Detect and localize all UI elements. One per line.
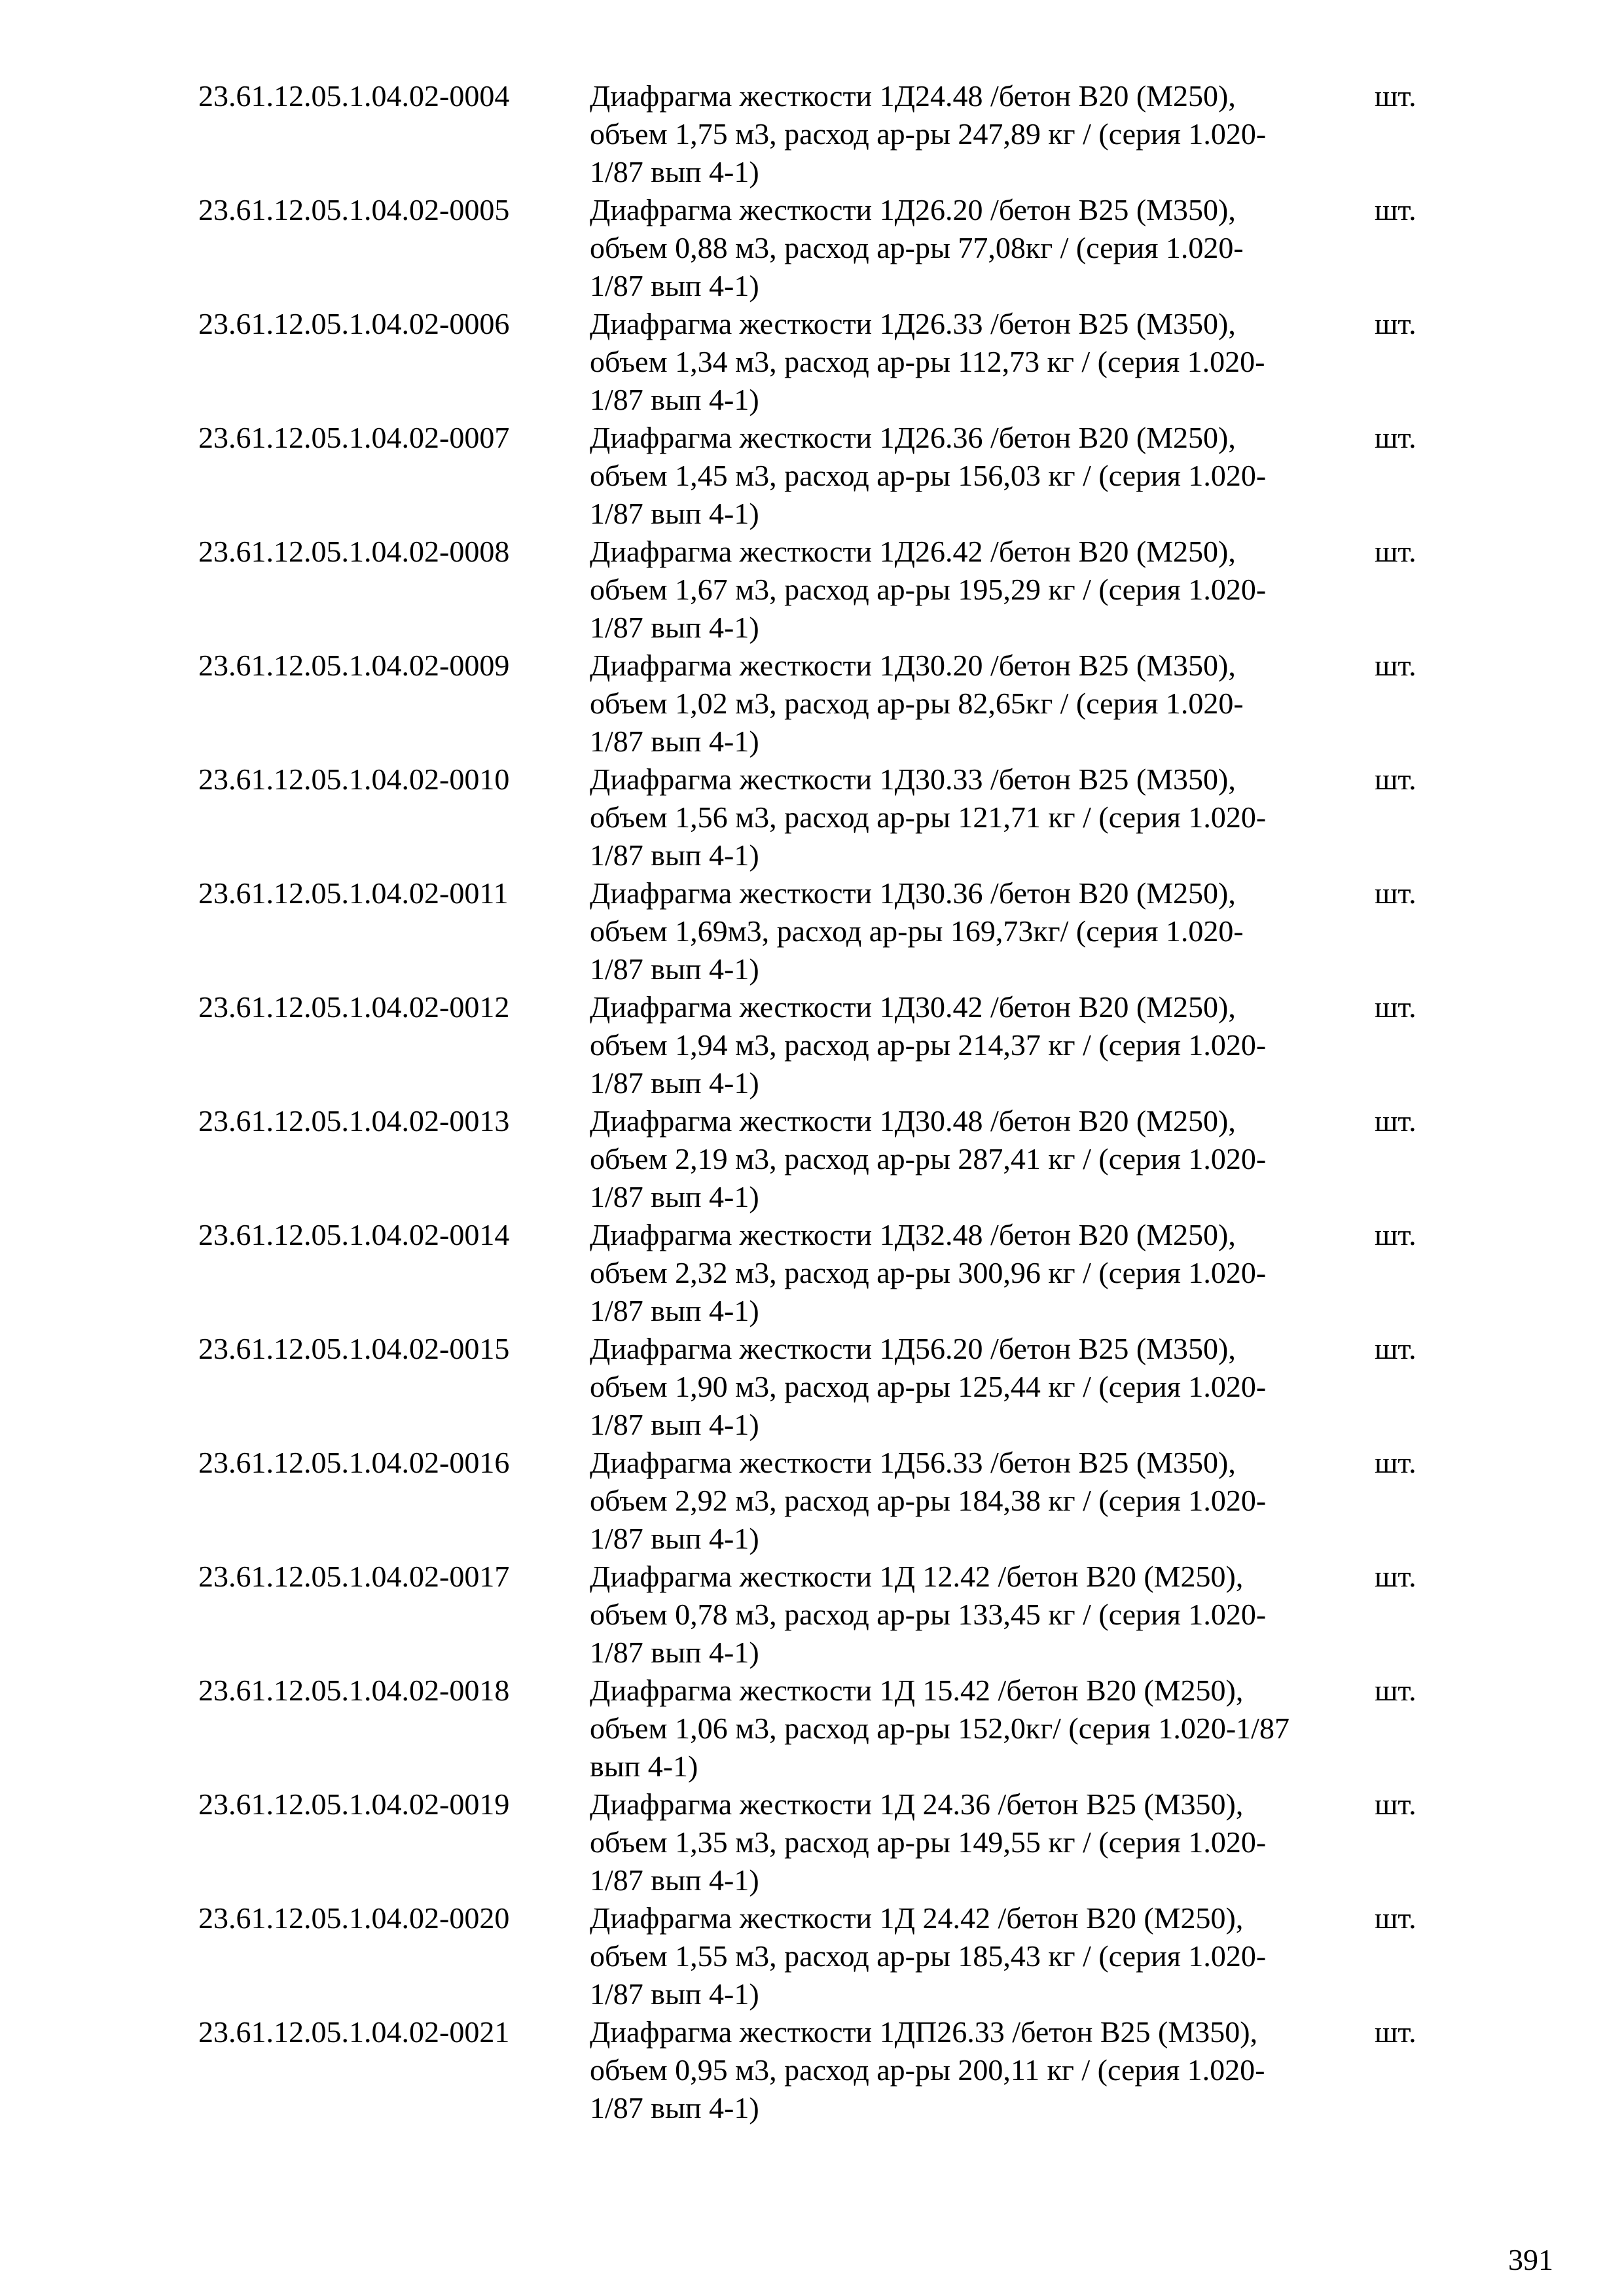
catalog-entry (198, 874, 1442, 988)
catalog-entry (198, 1102, 1442, 1216)
item-description: Диафрагма жесткости 1Д30.20 /бетон В25 (М350), объем 1,02 м3, расход ар-ры 82,65кг / (серия 1.020- 1/87 вып 4-1) (590, 649, 1244, 758)
item-code: 23.61.12.05.1.04.02-0010 (198, 762, 510, 796)
item-unit: шт. (1375, 649, 1416, 682)
item-description: Диафрагма жесткости 1Д 24.42 /бетон В20 (М250), объем 1,55 м3, расход ар-ры 185,43 кг / (серия 1.020- 1/87 вып 4-1) (590, 1901, 1267, 2011)
item-unit: шт. (1375, 535, 1416, 568)
catalog-entry (198, 1216, 1442, 1330)
catalog-entry (198, 305, 1442, 419)
catalog-entry (198, 988, 1442, 1102)
item-description: Диафрагма жесткости 1Д30.48 /бетон В20 (М250), объем 2,19 м3, расход ар-ры 287,41 кг / (серия 1.020- 1/87 вып 4-1) (590, 1104, 1267, 1213)
item-unit: шт. (1375, 79, 1416, 113)
item-unit: шт. (1375, 1901, 1416, 1935)
item-code: 23.61.12.05.1.04.02-0018 (198, 1674, 510, 1707)
item-description: Диафрагма жесткости 1Д26.20 /бетон В25 (М350), объем 0,88 м3, расход ар-ры 77,08кг / (серия 1.020- 1/87 вып 4-1) (590, 193, 1244, 302)
catalog-entry (198, 1672, 1442, 1785)
catalog-entry (198, 1558, 1442, 1672)
item-description: Диафрагма жесткости 1Д26.36 /бетон В20 (М250), объем 1,45 м3, расход ар-ры 156,03 кг / (серия 1.020- 1/87 вып 4-1) (590, 421, 1267, 530)
catalog-entry (198, 419, 1442, 533)
item-description: Диафрагма жесткости 1Д26.33 /бетон В25 (М350), объем 1,34 м3, расход ар-ры 112,73 кг / (серия 1.020- 1/87 вып 4-1) (590, 307, 1265, 416)
item-unit: шт. (1375, 2015, 1416, 2049)
item-description: Диафрагма жесткости 1Д 15.42 /бетон В20 (М250), объем 1,06 м3, расход ар-ры 152,0кг/ (серия 1.020-1/87 вып 4-1) (590, 1674, 1290, 1783)
page-number: 391 (1508, 2243, 1553, 2276)
item-code: 23.61.12.05.1.04.02-0013 (198, 1104, 510, 1138)
catalog-entry (198, 533, 1442, 647)
catalog-entry (198, 1899, 1442, 2013)
item-code: 23.61.12.05.1.04.02-0005 (198, 193, 510, 226)
item-description: Диафрагма жесткости 1Д56.33 /бетон В25 (М350), объем 2,92 м3, расход ар-ры 184,38 кг / (серия 1.020- 1/87 вып 4-1) (590, 1446, 1267, 1555)
item-unit: шт. (1375, 1674, 1416, 1707)
item-description: Диафрагма жесткости 1Д56.20 /бетон В25 (М350), объем 1,90 м3, расход ар-ры 125,44 кг / (серия 1.020- 1/87 вып 4-1) (590, 1332, 1267, 1441)
item-code: 23.61.12.05.1.04.02-0004 (198, 79, 510, 113)
item-description: Диафрагма жесткости 1Д32.48 /бетон В20 (М250), объем 2,32 м3, расход ар-ры 300,96 кг / (серия 1.020- 1/87 вып 4-1) (590, 1218, 1267, 1327)
item-code: 23.61.12.05.1.04.02-0015 (198, 1332, 510, 1365)
item-description: Диафрагма жесткости 1Д24.48 /бетон В20 (М250), объем 1,75 м3, расход ар-ры 247,89 кг / (серия 1.020- 1/87 вып 4-1) (590, 79, 1267, 188)
item-code: 23.61.12.05.1.04.02-0014 (198, 1218, 510, 1251)
item-unit: шт. (1375, 1218, 1416, 1251)
item-unit: шт. (1375, 990, 1416, 1024)
item-unit: шт. (1375, 421, 1416, 454)
item-description: Диафрагма жесткости 1Д 12.42 /бетон В20 (М250), объем 0,78 м3, расход ар-ры 133,45 кг / (серия 1.020- 1/87 вып 4-1) (590, 1560, 1267, 1669)
item-unit: шт. (1375, 1332, 1416, 1365)
item-code: 23.61.12.05.1.04.02-0009 (198, 649, 510, 682)
item-code: 23.61.12.05.1.04.02-0007 (198, 421, 510, 454)
catalog-entry (198, 1444, 1442, 1558)
item-description: Диафрагма жесткости 1Д 24.36 /бетон В25 (М350), объем 1,35 м3, расход ар-ры 149,55 кг / (серия 1.020- 1/87 вып 4-1) (590, 1787, 1267, 1897)
item-code: 23.61.12.05.1.04.02-0020 (198, 1901, 510, 1935)
item-description: Диафрагма жесткости 1ДП26.33 /бетон В25 (М350), объем 0,95 м3, расход ар-ры 200,11 кг / (серия 1.020- 1/87 вып 4-1) (590, 2015, 1265, 2125)
item-code: 23.61.12.05.1.04.02-0016 (198, 1446, 510, 1479)
item-description: Диафрагма жесткости 1Д30.36 /бетон В20 (М250), объем 1,69м3, расход ар-ры 169,73кг/ (серия 1.020- 1/87 вып 4-1) (590, 876, 1244, 986)
item-code: 23.61.12.05.1.04.02-0011 (198, 876, 509, 910)
item-unit: шт. (1375, 307, 1416, 340)
catalog-entry (198, 77, 1442, 191)
item-unit: шт. (1375, 1560, 1416, 1593)
item-code: 23.61.12.05.1.04.02-0019 (198, 1787, 510, 1821)
catalog-entry (198, 2013, 1442, 2127)
item-code: 23.61.12.05.1.04.02-0021 (198, 2015, 510, 2049)
catalog-entry (198, 761, 1442, 874)
catalog-entry (198, 191, 1442, 305)
item-unit: шт. (1375, 1104, 1416, 1138)
catalog-entry (198, 647, 1442, 761)
item-unit: шт. (1375, 876, 1416, 910)
item-code: 23.61.12.05.1.04.02-0006 (198, 307, 510, 340)
price-catalog (198, 77, 1442, 2127)
item-code: 23.61.12.05.1.04.02-0008 (198, 535, 510, 568)
item-unit: шт. (1375, 762, 1416, 796)
catalog-entry (198, 1785, 1442, 1899)
item-description: Диафрагма жесткости 1Д30.42 /бетон В20 (М250), объем 1,94 м3, расход ар-ры 214,37 кг / (серия 1.020- 1/87 вып 4-1) (590, 990, 1267, 1100)
item-description: Диафрагма жесткости 1Д30.33 /бетон В25 (М350), объем 1,56 м3, расход ар-ры 121,71 кг / (серия 1.020- 1/87 вып 4-1) (590, 762, 1267, 872)
item-code: 23.61.12.05.1.04.02-0012 (198, 990, 510, 1024)
item-code: 23.61.12.05.1.04.02-0017 (198, 1560, 510, 1593)
catalog-entry (198, 1330, 1442, 1444)
item-unit: шт. (1375, 1787, 1416, 1821)
item-unit: шт. (1375, 193, 1416, 226)
item-description: Диафрагма жесткости 1Д26.42 /бетон В20 (М250), объем 1,67 м3, расход ар-ры 195,29 кг / (серия 1.020- 1/87 вып 4-1) (590, 535, 1267, 644)
item-unit: шт. (1375, 1446, 1416, 1479)
